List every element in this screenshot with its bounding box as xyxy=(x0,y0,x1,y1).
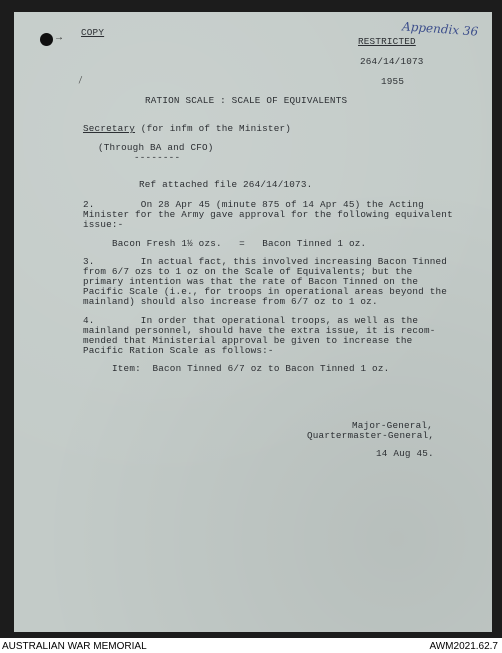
footer-left: AUSTRALIAN WAR MEMORIAL xyxy=(2,641,147,652)
paragraph-2-line: issue:- xyxy=(83,219,124,230)
signature-rank: Major-General, xyxy=(352,420,433,431)
paragraph-3-line: primary intention was that the rate of Bacon Tinned on the xyxy=(83,276,419,287)
paragraph-3-line: from 6/7 ozs to 1 oz on the Scale of Equivalents; but the xyxy=(83,266,413,277)
handwritten-note: Appendix 36 xyxy=(401,19,479,39)
punch-hole xyxy=(40,33,53,46)
copy-label: COPY xyxy=(81,27,105,38)
document-page xyxy=(14,12,492,632)
footer-right: AWM2021.62.7 xyxy=(429,641,498,652)
paragraph-4-line: mainland personnel, should have the extra issue, it is recom- xyxy=(83,325,436,336)
file-reference: 264/14/1073 xyxy=(360,56,424,67)
divider: -------- xyxy=(134,152,181,163)
document-title: RATION SCALE : SCALE OF EQUIVALENTS xyxy=(145,95,348,106)
addressee-line xyxy=(83,124,291,135)
paragraph-4-line: Pacific Ration Scale as follows:- xyxy=(83,345,274,356)
paragraph-3-line: mainland) should also increase from 6/7 oz to 1 oz. xyxy=(83,296,378,307)
signature-title: Quartermaster-General, xyxy=(307,430,435,441)
arrow-icon: → xyxy=(56,33,63,44)
paragraph-2-line: 2. On 28 Apr 45 (minute 875 of 14 Apr 45) the Acting xyxy=(83,199,424,210)
through-line: (Through BA and CFO) xyxy=(98,142,214,153)
handwritten-mark: ⁄ xyxy=(79,75,83,87)
document-date: 14 Aug 45. xyxy=(376,448,434,459)
equivalent-line: Bacon Fresh 1½ ozs. = Bacon Tinned 1 oz. xyxy=(112,238,367,249)
paragraph-4-line: mended that Ministerial approval be given to increase the xyxy=(83,335,413,346)
paragraph-2-line: Minister for the Army gave approval for the following equivalent xyxy=(83,209,453,220)
addressee-underlined: Secretary xyxy=(83,123,136,134)
addressee-rest: (for infm of the Minister) xyxy=(135,123,292,134)
classification: RESTRICTED xyxy=(358,36,416,47)
reference-line: Ref attached file 264/14/1073. xyxy=(139,179,313,190)
paragraph-3-line: Pacific Scale (i.e., for troops in operational areas beyond the xyxy=(83,286,448,297)
paragraph-3-line: 3. In actual fact, this involved increasing Bacon Tinned xyxy=(83,256,448,267)
paragraph-4-line: 4. In order that operational troops, as well as the xyxy=(83,315,419,326)
document-number: 1955 xyxy=(381,76,405,87)
item-line: Item: Bacon Tinned 6/7 oz to Bacon Tinned 1 oz. xyxy=(112,363,390,374)
